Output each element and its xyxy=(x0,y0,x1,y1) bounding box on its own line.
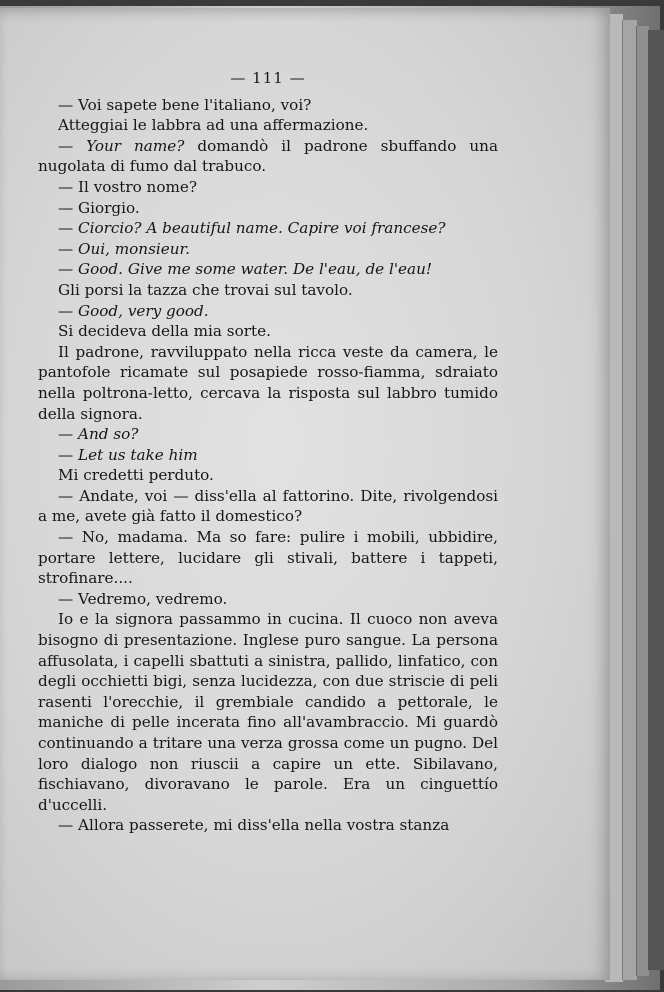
text-run: — xyxy=(58,445,79,464)
page-number: — 111 — xyxy=(230,69,306,87)
text-run: — Vedremo, vedremo. xyxy=(58,589,228,608)
paper-sheet xyxy=(0,8,610,980)
italic-text: Oui, monsieur. xyxy=(78,239,190,258)
paragraph-p3 xyxy=(38,136,498,177)
paragraph-p20 xyxy=(38,815,498,836)
paragraph-p4 xyxy=(38,177,498,198)
text-run: — Andate, voi — diss'ella al fattorino. Dite, rivolgendosi a me, avete già fatto il domestico? xyxy=(38,486,498,526)
paragraph-p7 xyxy=(38,239,498,260)
text-run: — No, madama. Ma so fare: pulire i mobili, ubbidire, portare lettere, lucidare gli stivali, battere i tappeti, strofinare.... xyxy=(38,528,498,588)
text-run: — xyxy=(58,425,79,444)
italic-text: Good, very good. xyxy=(78,301,209,320)
text-run: — xyxy=(58,260,79,279)
paragraph-p12 xyxy=(38,342,498,424)
italic-text: Let us take him xyxy=(78,445,198,464)
paragraph-p6 xyxy=(38,218,498,239)
paragraph-p17 xyxy=(38,527,498,589)
text-run: Mi credetti perduto. xyxy=(58,466,214,485)
paragraph-p2 xyxy=(38,115,498,136)
paragraph-p14 xyxy=(38,445,498,466)
italic-text: Ciorcio? A beautiful name. Capire voi francese? xyxy=(78,219,446,238)
text-run: — xyxy=(58,239,79,258)
paragraph-p19 xyxy=(38,609,498,815)
paragraph-p18 xyxy=(38,589,498,610)
italic-text: Good. Give me some water. De l'eau, de l'eau! xyxy=(78,260,432,279)
text-run: Io e la signora passammo in cucina. Il cuoco non aveva bisogno di presentazione. Inglese puro sangue. La persona affusolata, i capelli sbattuti a sinistra, pallido, linfatico, con degli occhietti bigi, senza lucidezza, con due striscie di peli rasenti l'orecchie, il grembiale candido a pettorale, le maniche di pelle incerata fino all'avambraccio. Mi guardò continuando a tritare una verza grossa come un pugno. Del loro dialogo non riuscii a capire un ette. Sibilavano, fischiavano, divoravano le parole. Era un cinguettío d'uccelli. xyxy=(38,610,498,814)
text-run: — xyxy=(58,301,79,320)
text-block xyxy=(38,68,498,836)
text-run: Atteggiai le labbra ad una affermazione. xyxy=(58,116,369,135)
text-run: Gli porsi la tazza che trovai sul tavolo. xyxy=(58,280,353,299)
paragraph-p13 xyxy=(38,424,498,445)
paragraph-p15 xyxy=(38,465,498,486)
paragraph-p16 xyxy=(38,486,498,527)
paragraphs xyxy=(38,95,498,836)
text-run: — Il vostro nome? xyxy=(58,177,198,196)
text-run: — xyxy=(58,219,79,238)
paragraph-p1 xyxy=(38,95,498,116)
text-run: — Giorgio. xyxy=(58,198,140,217)
paragraph-p9 xyxy=(38,280,498,301)
paragraph-p10 xyxy=(38,301,498,322)
text-run: — Voi sapete bene l'italiano, voi? xyxy=(58,95,312,114)
book-cover-edge xyxy=(648,30,664,970)
text-run: domandò il padrone sbuffando una nugolata di fumo dal trabuco. xyxy=(38,136,498,176)
paragraph-p11 xyxy=(38,321,498,342)
italic-text: And so? xyxy=(78,425,139,444)
paragraph-p8 xyxy=(38,259,498,280)
italic-text: Your name? xyxy=(86,136,185,155)
paragraph-p5 xyxy=(38,198,498,219)
text-run: Si decideva della mia sorte. xyxy=(58,322,271,341)
text-run: Il padrone, ravviluppato nella ricca veste da camera, le pantofole ricamate sul posapiede rosso-fiamma, sdraiato nella poltrona-letto, cercava la risposta sul labbro tumido della signora. xyxy=(38,342,498,423)
page-edge xyxy=(622,20,637,980)
text-run: — Allora passerete, mi diss'ella nella vostra stanza xyxy=(58,816,450,835)
text-run: — xyxy=(58,136,87,155)
